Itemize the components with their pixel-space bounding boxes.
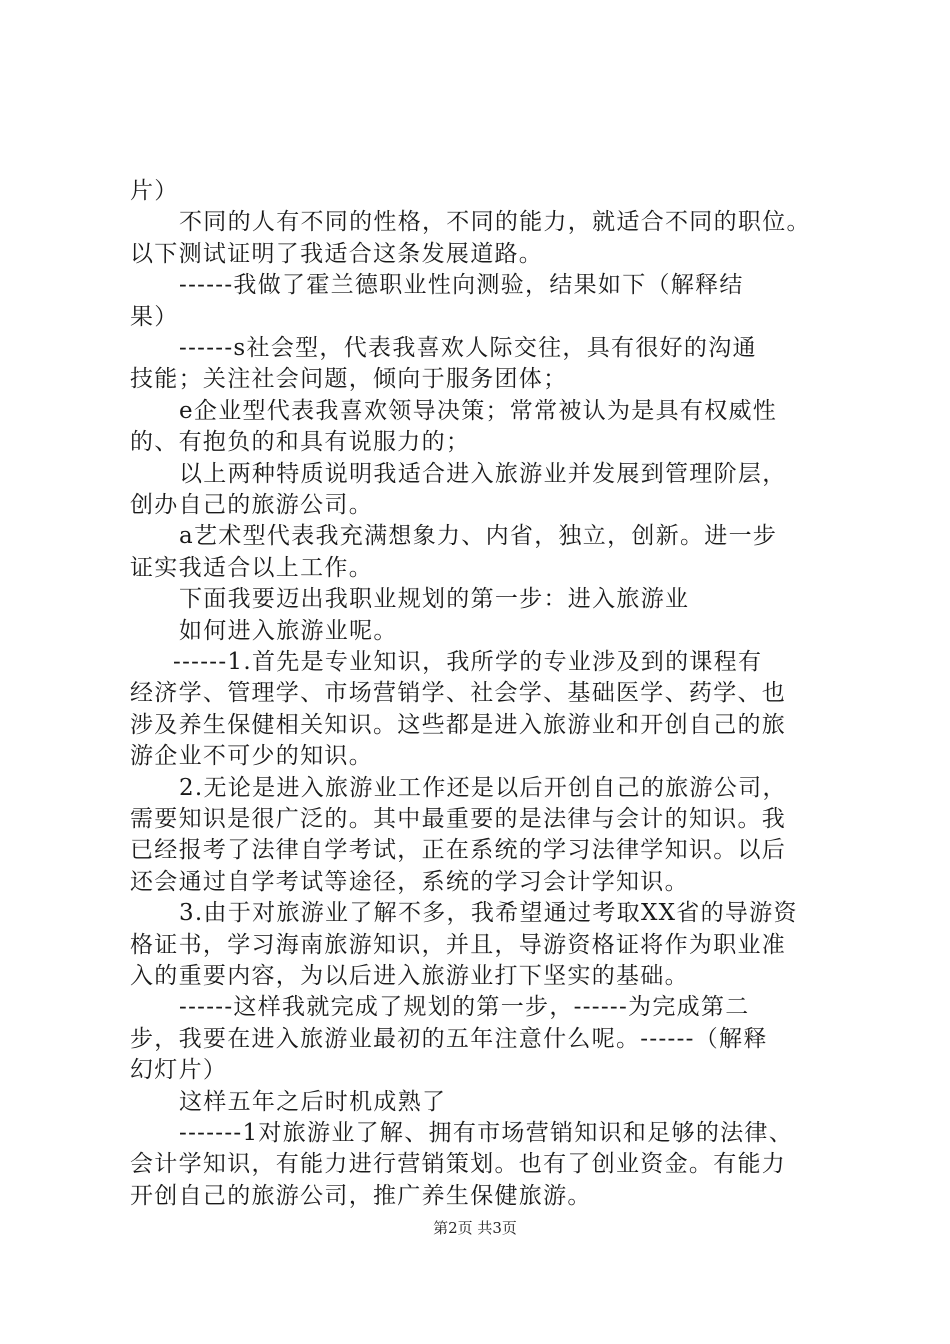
- page-number-footer: 第2页 共3页: [433, 1219, 517, 1237]
- text-line: 需要知识是很广泛的。其中最重要的是法律与会计的知识。我: [130, 806, 787, 832]
- text-line: e企业型代表我喜欢领导决策；常常被认为是具有权威性: [179, 397, 778, 424]
- text-line: ------s社会型，代表我喜欢人际交往，具有很好的沟通: [179, 335, 757, 361]
- text-line: 2.无论是进入旅游业工作还是以后开创自己的旅游公司，: [179, 774, 787, 801]
- text-line: 果）: [130, 303, 179, 330]
- text-line: 以下测试证明了我适合这条发展道路。: [130, 240, 544, 267]
- text-line: ------这样我就完成了规划的第一步，------为完成第二: [179, 994, 750, 1021]
- text-line: 已经报考了法律自学考试，正在系统的学习法律学知识。以后: [130, 837, 787, 864]
- text-line: 入的重要内容，为以后进入旅游业打下坚实的基础。: [130, 963, 689, 989]
- text-line: 下面我要迈出我职业规划的第一步：进入旅游业: [179, 586, 690, 613]
- text-line: 如何进入旅游业呢。: [179, 617, 398, 644]
- text-line: 这样五年之后时机成熟了: [179, 1088, 447, 1115]
- text-line: 涉及养生保健相关知识。这些都是进入旅游业和开创自己的旅: [130, 711, 787, 738]
- text-line: 会计学知识，有能力进行营销策划。也有了创业资金。有能力: [130, 1151, 787, 1178]
- text-line: 片）: [130, 178, 179, 204]
- text-line: 步，我要在进入旅游业最初的五年注意什么呢。------（解释: [130, 1025, 768, 1052]
- text-line: ------我做了霍兰德职业性向测验，结果如下（解释结: [179, 272, 744, 299]
- text-line: 游企业不可少的知识。: [130, 743, 373, 770]
- text-line: 还会通过自学考试等途径，系统的学习会计学知识。: [130, 868, 689, 895]
- text-line: 的、有抱负的和具有说服力的；: [130, 429, 471, 456]
- text-line: 以上两种特质说明我适合进入旅游业并发展到管理阶层，: [179, 460, 787, 487]
- text-line: a艺术型代表我充满想象力、内省，独立，创新。进一步: [179, 523, 778, 550]
- text-line: 不同的人有不同的性格，不同的能力，就适合不同的职位。: [179, 209, 811, 236]
- text-line: 证实我适合以上工作。: [130, 554, 373, 581]
- text-line: -------1对旅游业了解、拥有市场营销知识和足够的法律、: [179, 1120, 794, 1146]
- text-line: 开创自己的旅游公司，推广养生保健旅游。: [130, 1182, 592, 1209]
- text-line: 幻灯片）: [130, 1057, 228, 1084]
- text-line: 经济学、管理学、市场营销学、社会学、基础医学、药学、也: [130, 680, 787, 707]
- text-line: 格证书，学习海南旅游知识，并且，导游资格证将作为职业准: [130, 931, 787, 958]
- text-line: 3.由于对旅游业了解不多，我希望通过考取XX省的导游资: [179, 900, 798, 927]
- text-line: ------1.首先是专业知识，我所学的专业涉及到的课程有: [173, 649, 763, 675]
- text-line: 技能；关注社会问题，倾向于服务团体；: [130, 366, 568, 393]
- text-line: 创办自己的旅游公司。: [130, 492, 373, 518]
